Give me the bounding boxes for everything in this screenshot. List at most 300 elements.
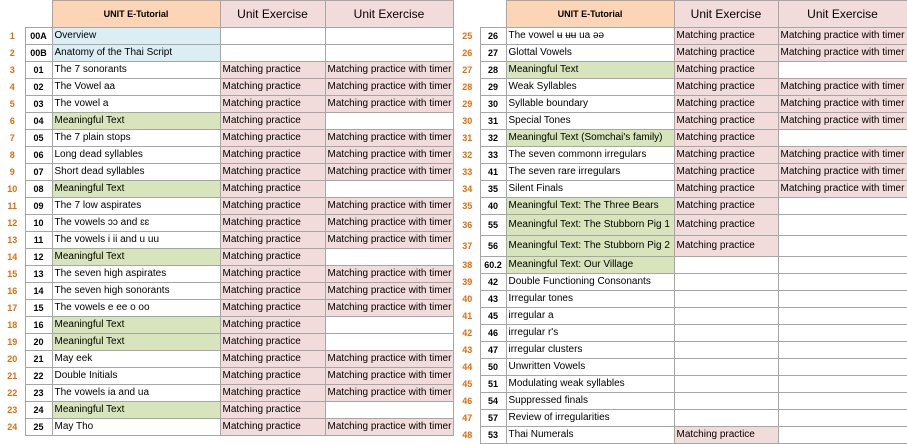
table-row bbox=[455, 342, 907, 359]
unit-code-cell[interactable]: 06 bbox=[25, 147, 52, 164]
corner-cell bbox=[25, 1, 52, 28]
tutorial-title-cell[interactable]: The 7 low aspirates bbox=[52, 198, 220, 215]
unit-code-cell[interactable]: 40 bbox=[480, 198, 506, 215]
row-number: 32 bbox=[462, 150, 473, 160]
row-number: 6 bbox=[9, 116, 15, 126]
tutorial-title-cell[interactable]: Silent Finals bbox=[506, 181, 674, 198]
table-row bbox=[0, 130, 453, 147]
exercise-timer-cell[interactable]: Matching practice with timer bbox=[325, 300, 453, 317]
exercise-cell[interactable] bbox=[220, 28, 325, 45]
exercise-cell[interactable]: Matching practice bbox=[220, 96, 325, 113]
exercise-timer-cell[interactable] bbox=[778, 359, 907, 376]
table-row bbox=[455, 236, 907, 257]
exercise-cell[interactable] bbox=[220, 45, 325, 62]
right-table-body bbox=[455, 28, 907, 444]
unit-code-cell[interactable]: 12 bbox=[25, 249, 52, 266]
exercise-cell[interactable]: Matching practice bbox=[220, 164, 325, 181]
table-row bbox=[455, 62, 907, 79]
tutorial-title-cell[interactable]: Meaningful Text: The Stubborn Pig 1 bbox=[506, 215, 674, 236]
tutorial-title-cell[interactable]: Meaningful Text: The Stubborn Pig 2 bbox=[506, 236, 674, 257]
tutorial-title-cell[interactable]: Meaningful Text bbox=[52, 249, 220, 266]
row-number: 1 bbox=[9, 31, 15, 41]
exercise-cell[interactable]: Matching practice bbox=[674, 215, 778, 236]
table-row bbox=[0, 215, 453, 232]
exercise-timer-cell[interactable] bbox=[325, 402, 453, 419]
unit-code-cell[interactable]: 30 bbox=[480, 96, 506, 113]
exercise-cell[interactable]: Matching practice bbox=[220, 147, 325, 164]
exercise-timer-cell[interactable]: Matching practice with timer bbox=[778, 147, 907, 164]
exercise-timer-cell[interactable] bbox=[778, 342, 907, 359]
table-row bbox=[455, 325, 907, 342]
exercise-timer-cell[interactable] bbox=[778, 236, 907, 257]
unit-code-cell[interactable]: 23 bbox=[25, 385, 52, 402]
unit-code-cell[interactable]: 00B bbox=[25, 45, 52, 62]
tutorial-title-cell[interactable]: Suppressed finals bbox=[506, 393, 674, 410]
unit-code-cell[interactable]: 11 bbox=[25, 232, 52, 249]
table-row bbox=[455, 164, 907, 181]
table-row bbox=[455, 359, 907, 376]
row-number: 28 bbox=[462, 82, 473, 92]
exercise-cell[interactable]: Matching practice bbox=[220, 113, 325, 130]
row-number: 30 bbox=[462, 116, 473, 126]
row-number: 10 bbox=[7, 184, 18, 194]
tutorial-title-cell[interactable]: Meaningful Text bbox=[52, 334, 220, 351]
exercise-cell[interactable]: Matching practice bbox=[674, 45, 778, 62]
unit-code-cell[interactable]: 33 bbox=[480, 147, 506, 164]
row-number: 11 bbox=[7, 201, 17, 211]
exercise-cell[interactable]: Matching practice bbox=[220, 130, 325, 147]
tutorial-title-cell[interactable]: Glottal Vowels bbox=[506, 45, 674, 62]
table-row bbox=[455, 215, 907, 236]
unit-code-cell[interactable]: 50 bbox=[480, 359, 506, 376]
table-row bbox=[455, 257, 907, 274]
exercise-cell[interactable] bbox=[674, 274, 778, 291]
exercise-cell[interactable]: Matching practice bbox=[674, 181, 778, 198]
row-number: 3 bbox=[9, 65, 15, 75]
unit-code-cell[interactable]: 05 bbox=[25, 130, 52, 147]
row-number: 22 bbox=[7, 388, 18, 398]
row-number: 35 bbox=[462, 201, 473, 211]
exercise-timer-cell[interactable]: Matching practice with timer bbox=[778, 28, 907, 45]
exercise-cell[interactable] bbox=[674, 291, 778, 308]
tutorial-title-cell[interactable]: The vowels ɔɔ and ɛɛ bbox=[52, 215, 220, 232]
tutorial-title-cell[interactable]: Thai Numerals bbox=[506, 427, 674, 444]
table-row bbox=[0, 181, 453, 198]
unit-code-cell[interactable]: 07 bbox=[25, 164, 52, 181]
tutorial-title-cell[interactable]: Irregular tones bbox=[506, 291, 674, 308]
unit-code-cell[interactable]: 27 bbox=[480, 45, 506, 62]
row-number: 2 bbox=[9, 48, 15, 58]
exercise-timer-cell[interactable] bbox=[778, 427, 907, 444]
exercise-timer-cell[interactable]: Matching practice with timer bbox=[325, 147, 453, 164]
table-row bbox=[455, 45, 907, 62]
tutorial-title-cell[interactable]: The seven rare irregulars bbox=[506, 164, 674, 181]
row-number: 12 bbox=[7, 218, 18, 228]
tutorial-title-cell[interactable]: Meaningful Text bbox=[52, 317, 220, 334]
unit-code-cell[interactable]: 57 bbox=[480, 410, 506, 427]
exercise-timer-cell[interactable]: Matching practice with timer bbox=[325, 164, 453, 181]
exercise-timer-cell[interactable]: Matching practice with timer bbox=[325, 385, 453, 402]
table-row bbox=[455, 113, 907, 130]
tutorial-title-cell[interactable]: The vowels ia and ua bbox=[52, 385, 220, 402]
tutorial-title-cell[interactable]: The 7 sonorants bbox=[52, 62, 220, 79]
row-number: 43 bbox=[462, 345, 473, 355]
tutorial-title-cell[interactable]: The seven high aspirates bbox=[52, 266, 220, 283]
unit-code-cell[interactable]: 25 bbox=[25, 419, 52, 436]
row-number: 19 bbox=[7, 337, 18, 347]
unit-code-cell[interactable]: 14 bbox=[25, 283, 52, 300]
row-number: 36 bbox=[462, 220, 473, 230]
exercise-cell[interactable]: Matching practice bbox=[674, 236, 778, 257]
tutorial-title-cell[interactable]: May Tho bbox=[52, 419, 220, 436]
exercise-cell[interactable] bbox=[674, 359, 778, 376]
row-number: 14 bbox=[7, 252, 18, 262]
exercise-cell[interactable]: Matching practice bbox=[220, 402, 325, 419]
header-tutorial[interactable]: UNIT E-Tutorial bbox=[506, 1, 674, 28]
exercise-timer-cell[interactable]: Matching practice with timer bbox=[325, 368, 453, 385]
exercise-cell[interactable] bbox=[674, 410, 778, 427]
exercise-timer-cell[interactable]: Matching practice with timer bbox=[325, 198, 453, 215]
exercise-timer-cell[interactable]: Matching practice with timer bbox=[325, 79, 453, 96]
unit-code-cell[interactable]: 45 bbox=[480, 308, 506, 325]
table-row bbox=[455, 147, 907, 164]
unit-code-cell[interactable]: 01 bbox=[25, 62, 52, 79]
table-row bbox=[0, 283, 453, 300]
unit-code-cell[interactable]: 24 bbox=[25, 402, 52, 419]
exercise-cell[interactable]: Matching practice bbox=[674, 96, 778, 113]
exercise-timer-cell[interactable] bbox=[778, 325, 907, 342]
exercise-timer-cell[interactable] bbox=[778, 393, 907, 410]
row-number: 40 bbox=[462, 294, 473, 304]
tutorial-title-cell[interactable]: The vowel ʉ ʉʉ ua əə bbox=[506, 28, 674, 45]
exercise-cell[interactable]: Matching practice bbox=[220, 300, 325, 317]
tutorial-title-cell[interactable]: The vowel a bbox=[52, 96, 220, 113]
tutorial-title-cell[interactable]: Meaningful Text: Our Village bbox=[506, 257, 674, 274]
exercise-timer-cell[interactable]: Matching practice with timer bbox=[778, 45, 907, 62]
tutorial-title-cell[interactable]: irregular clusters bbox=[506, 342, 674, 359]
exercise-timer-cell[interactable] bbox=[778, 274, 907, 291]
tutorial-title-cell[interactable]: Unwritten Vowels bbox=[506, 359, 674, 376]
tutorial-title-cell[interactable]: Double Initials bbox=[52, 368, 220, 385]
exercise-cell[interactable] bbox=[674, 393, 778, 410]
left-table-body bbox=[0, 28, 453, 436]
tutorial-title-cell[interactable]: The seven high sonorants bbox=[52, 283, 220, 300]
table-row bbox=[0, 402, 453, 419]
exercise-timer-cell[interactable] bbox=[325, 28, 453, 45]
exercise-cell[interactable]: Matching practice bbox=[220, 368, 325, 385]
exercise-cell[interactable]: Matching practice bbox=[220, 334, 325, 351]
row-number: 24 bbox=[7, 422, 18, 432]
left-sheet-pane bbox=[0, 0, 454, 436]
right-table bbox=[455, 0, 907, 444]
exercise-cell[interactable] bbox=[674, 325, 778, 342]
unit-code-cell[interactable]: 28 bbox=[480, 62, 506, 79]
table-row bbox=[0, 62, 453, 79]
unit-code-cell[interactable]: 10 bbox=[25, 215, 52, 232]
exercise-cell[interactable] bbox=[674, 308, 778, 325]
left-table bbox=[0, 0, 454, 436]
unit-code-cell[interactable]: 60.2 bbox=[480, 257, 506, 274]
header-exercise-timer[interactable]: Unit Exercise bbox=[325, 1, 453, 28]
exercise-cell[interactable]: Matching practice bbox=[220, 215, 325, 232]
exercise-timer-cell[interactable] bbox=[778, 291, 907, 308]
tutorial-title-cell[interactable]: Weak Syllables bbox=[506, 79, 674, 96]
row-number: 5 bbox=[9, 99, 15, 109]
table-row bbox=[455, 198, 907, 215]
exercise-timer-cell[interactable] bbox=[325, 181, 453, 198]
row-number: 47 bbox=[462, 413, 473, 423]
row-number: 13 bbox=[7, 235, 18, 245]
exercise-timer-cell[interactable] bbox=[778, 257, 907, 274]
exercise-cell[interactable]: Matching practice bbox=[674, 113, 778, 130]
unit-code-cell[interactable]: 51 bbox=[480, 376, 506, 393]
tutorial-title-cell[interactable]: The seven commonn irregulars bbox=[506, 147, 674, 164]
exercise-timer-cell[interactable]: Matching practice with timer bbox=[325, 62, 453, 79]
table-row bbox=[455, 376, 907, 393]
row-number: 41 bbox=[462, 311, 473, 321]
exercise-timer-cell[interactable] bbox=[778, 215, 907, 236]
table-row bbox=[0, 266, 453, 283]
table-row bbox=[455, 427, 907, 444]
row-number: 26 bbox=[462, 48, 473, 58]
unit-code-cell[interactable]: 26 bbox=[480, 28, 506, 45]
tutorial-title-cell[interactable]: irregular a bbox=[506, 308, 674, 325]
exercise-timer-cell[interactable] bbox=[778, 376, 907, 393]
exercise-timer-cell[interactable]: Matching practice with timer bbox=[325, 283, 453, 300]
table-row bbox=[455, 28, 907, 45]
exercise-cell[interactable]: Matching practice bbox=[674, 427, 778, 444]
unit-code-cell[interactable]: 53 bbox=[480, 427, 506, 444]
tutorial-title-cell[interactable]: Special Tones bbox=[506, 113, 674, 130]
row-number: 15 bbox=[7, 269, 18, 279]
exercise-cell[interactable] bbox=[674, 257, 778, 274]
unit-code-cell[interactable]: 04 bbox=[25, 113, 52, 130]
row-number: 18 bbox=[7, 320, 18, 330]
exercise-cell[interactable] bbox=[674, 376, 778, 393]
exercise-cell[interactable]: Matching practice bbox=[220, 317, 325, 334]
unit-code-cell[interactable]: 46 bbox=[480, 325, 506, 342]
corner-cell bbox=[455, 1, 480, 28]
table-row bbox=[0, 147, 453, 164]
row-number: 23 bbox=[7, 405, 18, 415]
tutorial-title-cell[interactable]: Review of irregularities bbox=[506, 410, 674, 427]
exercise-cell[interactable]: Matching practice bbox=[220, 232, 325, 249]
unit-code-cell[interactable]: 16 bbox=[25, 317, 52, 334]
tutorial-title-cell[interactable]: Overview bbox=[52, 28, 220, 45]
table-row bbox=[0, 232, 453, 249]
table-row bbox=[0, 368, 453, 385]
table-row bbox=[455, 308, 907, 325]
unit-code-cell[interactable]: 31 bbox=[480, 113, 506, 130]
exercise-timer-cell[interactable]: Matching practice with timer bbox=[778, 164, 907, 181]
exercise-timer-cell[interactable] bbox=[778, 198, 907, 215]
exercise-timer-cell[interactable] bbox=[778, 308, 907, 325]
table-row bbox=[0, 385, 453, 402]
exercise-cell[interactable]: Matching practice bbox=[220, 385, 325, 402]
exercise-cell[interactable]: Matching practice bbox=[220, 249, 325, 266]
row-number: 25 bbox=[462, 31, 473, 41]
unit-code-cell[interactable]: 02 bbox=[25, 79, 52, 96]
exercise-cell[interactable]: Matching practice bbox=[220, 266, 325, 283]
exercise-cell[interactable]: Matching practice bbox=[674, 130, 778, 147]
row-number: 33 bbox=[462, 167, 473, 177]
tutorial-title-cell[interactable]: Anatomy of the Thai Script bbox=[52, 45, 220, 62]
exercise-timer-cell[interactable]: Matching practice with timer bbox=[325, 130, 453, 147]
tutorial-title-cell[interactable]: Meaningful Text bbox=[506, 62, 674, 79]
tutorial-title-cell[interactable]: Meaningful Text bbox=[52, 181, 220, 198]
exercise-timer-cell[interactable]: Matching practice with timer bbox=[325, 351, 453, 368]
table-row bbox=[0, 28, 453, 45]
exercise-cell[interactable]: Matching practice bbox=[674, 198, 778, 215]
table-row bbox=[0, 45, 453, 62]
exercise-timer-cell[interactable] bbox=[325, 334, 453, 351]
header-tutorial[interactable]: UNIT E-Tutorial bbox=[52, 1, 220, 28]
row-number: 38 bbox=[462, 260, 473, 270]
unit-code-cell[interactable]: 00A bbox=[25, 28, 52, 45]
exercise-cell[interactable]: Matching practice bbox=[674, 79, 778, 96]
exercise-cell[interactable]: Matching practice bbox=[674, 28, 778, 45]
exercise-timer-cell[interactable]: Matching practice with timer bbox=[778, 181, 907, 198]
row-number: 39 bbox=[462, 277, 473, 287]
exercise-cell[interactable]: Matching practice bbox=[220, 283, 325, 300]
row-number: 21 bbox=[7, 371, 18, 381]
row-number: 27 bbox=[462, 65, 473, 75]
table-row bbox=[0, 96, 453, 113]
unit-code-cell[interactable]: 08 bbox=[25, 181, 52, 198]
unit-code-cell[interactable]: 47 bbox=[480, 342, 506, 359]
corner-cell bbox=[480, 1, 506, 28]
row-number: 20 bbox=[7, 354, 18, 364]
tutorial-title-cell[interactable]: Meaningful Text (Somchai's family) bbox=[506, 130, 674, 147]
exercise-cell[interactable]: Matching practice bbox=[220, 62, 325, 79]
exercise-timer-cell[interactable]: Matching practice with timer bbox=[778, 79, 907, 96]
exercise-timer-cell[interactable] bbox=[325, 113, 453, 130]
table-row bbox=[0, 113, 453, 130]
table-row bbox=[455, 96, 907, 113]
row-number: 29 bbox=[462, 99, 473, 109]
unit-code-cell[interactable]: 03 bbox=[25, 96, 52, 113]
tutorial-title-cell[interactable]: May eek bbox=[52, 351, 220, 368]
unit-code-cell[interactable]: 55 bbox=[480, 215, 506, 236]
row-number: 37 bbox=[462, 241, 473, 251]
tutorial-title-cell[interactable]: Long dead syllables bbox=[52, 147, 220, 164]
exercise-timer-cell[interactable]: Matching practice with timer bbox=[325, 96, 453, 113]
unit-code-cell[interactable]: 42 bbox=[480, 274, 506, 291]
tutorial-title-cell[interactable]: Syllable boundary bbox=[506, 96, 674, 113]
unit-code-cell[interactable]: 56 bbox=[480, 236, 506, 257]
unit-code-cell[interactable]: 43 bbox=[480, 291, 506, 308]
table-row bbox=[0, 164, 453, 181]
table-row bbox=[455, 393, 907, 410]
exercise-timer-cell[interactable] bbox=[778, 130, 907, 147]
table-row bbox=[455, 274, 907, 291]
table-row bbox=[0, 351, 453, 368]
table-row bbox=[0, 79, 453, 96]
header-exercise[interactable]: Unit Exercise bbox=[220, 1, 325, 28]
table-row bbox=[0, 300, 453, 317]
tutorial-title-cell[interactable]: The Vowel aa bbox=[52, 79, 220, 96]
tutorial-title-cell[interactable]: irregular r's bbox=[506, 325, 674, 342]
row-number: 17 bbox=[7, 303, 18, 313]
table-row bbox=[455, 291, 907, 308]
exercise-timer-cell[interactable]: Matching practice with timer bbox=[778, 113, 907, 130]
row-number: 45 bbox=[462, 379, 473, 389]
unit-code-cell[interactable]: 15 bbox=[25, 300, 52, 317]
exercise-timer-cell[interactable]: Matching practice with timer bbox=[778, 96, 907, 113]
table-row bbox=[0, 334, 453, 351]
exercise-timer-cell[interactable] bbox=[325, 317, 453, 334]
row-number: 8 bbox=[9, 150, 15, 160]
right-sheet-pane bbox=[455, 0, 907, 444]
exercise-timer-cell[interactable] bbox=[778, 62, 907, 79]
exercise-cell[interactable]: Matching practice bbox=[674, 147, 778, 164]
table-row bbox=[455, 181, 907, 198]
exercise-cell[interactable]: Matching practice bbox=[674, 62, 778, 79]
tutorial-title-cell[interactable]: The 7 plain stops bbox=[52, 130, 220, 147]
tutorial-title-cell[interactable]: The vowels e ee o oo bbox=[52, 300, 220, 317]
row-number: 34 bbox=[462, 184, 473, 194]
unit-code-cell[interactable]: 32 bbox=[480, 130, 506, 147]
row-number: 46 bbox=[462, 396, 473, 406]
exercise-cell[interactable]: Matching practice bbox=[220, 198, 325, 215]
exercise-cell[interactable]: Matching practice bbox=[220, 79, 325, 96]
tutorial-title-cell[interactable]: Short dead syllables bbox=[52, 164, 220, 181]
table-row bbox=[0, 198, 453, 215]
tutorial-title-cell[interactable]: Modulating weak syllables bbox=[506, 376, 674, 393]
exercise-cell[interactable]: Matching practice bbox=[220, 351, 325, 368]
exercise-cell[interactable] bbox=[674, 342, 778, 359]
corner-cell bbox=[0, 1, 25, 28]
exercise-timer-cell[interactable]: Matching practice with timer bbox=[325, 419, 453, 436]
tutorial-title-cell[interactable]: The vowels i ii and u uu bbox=[52, 232, 220, 249]
exercise-cell[interactable]: Matching practice bbox=[220, 181, 325, 198]
row-number: 7 bbox=[9, 133, 15, 143]
unit-code-cell[interactable]: 13 bbox=[25, 266, 52, 283]
table-row bbox=[455, 410, 907, 427]
unit-code-cell[interactable]: 54 bbox=[480, 393, 506, 410]
unit-code-cell[interactable]: 41 bbox=[480, 164, 506, 181]
exercise-timer-cell[interactable]: Matching practice with timer bbox=[325, 266, 453, 283]
exercise-timer-cell[interactable]: Matching practice with timer bbox=[325, 215, 453, 232]
table-row bbox=[0, 419, 453, 436]
tutorial-title-cell[interactable]: Meaningful Text bbox=[52, 113, 220, 130]
header-exercise[interactable]: Unit Exercise bbox=[674, 1, 778, 28]
exercise-cell[interactable]: Matching practice bbox=[674, 164, 778, 181]
unit-code-cell[interactable]: 22 bbox=[25, 368, 52, 385]
tutorial-title-cell[interactable]: Meaningful Text: The Three Bears bbox=[506, 198, 674, 215]
header-exercise-timer[interactable]: Unit Exercise bbox=[778, 1, 907, 28]
unit-code-cell[interactable]: 35 bbox=[480, 181, 506, 198]
unit-code-cell[interactable]: 20 bbox=[25, 334, 52, 351]
row-number: 44 bbox=[462, 362, 473, 372]
tutorial-title-cell[interactable]: Double Functioning Consonants bbox=[506, 274, 674, 291]
exercise-timer-cell[interactable] bbox=[325, 249, 453, 266]
exercise-cell[interactable]: Matching practice bbox=[220, 419, 325, 436]
table-row bbox=[455, 79, 907, 96]
unit-code-cell[interactable]: 21 bbox=[25, 351, 52, 368]
exercise-timer-cell[interactable] bbox=[778, 410, 907, 427]
row-number: 31 bbox=[462, 133, 473, 143]
unit-code-cell[interactable]: 09 bbox=[25, 198, 52, 215]
exercise-timer-cell[interactable] bbox=[325, 45, 453, 62]
unit-code-cell[interactable]: 29 bbox=[480, 79, 506, 96]
exercise-timer-cell[interactable]: Matching practice with timer bbox=[325, 232, 453, 249]
row-number: 42 bbox=[462, 328, 473, 338]
table-row bbox=[455, 130, 907, 147]
row-number: 9 bbox=[9, 167, 15, 177]
tutorial-title-cell[interactable]: Meaningful Text bbox=[52, 402, 220, 419]
header-row bbox=[0, 1, 453, 28]
